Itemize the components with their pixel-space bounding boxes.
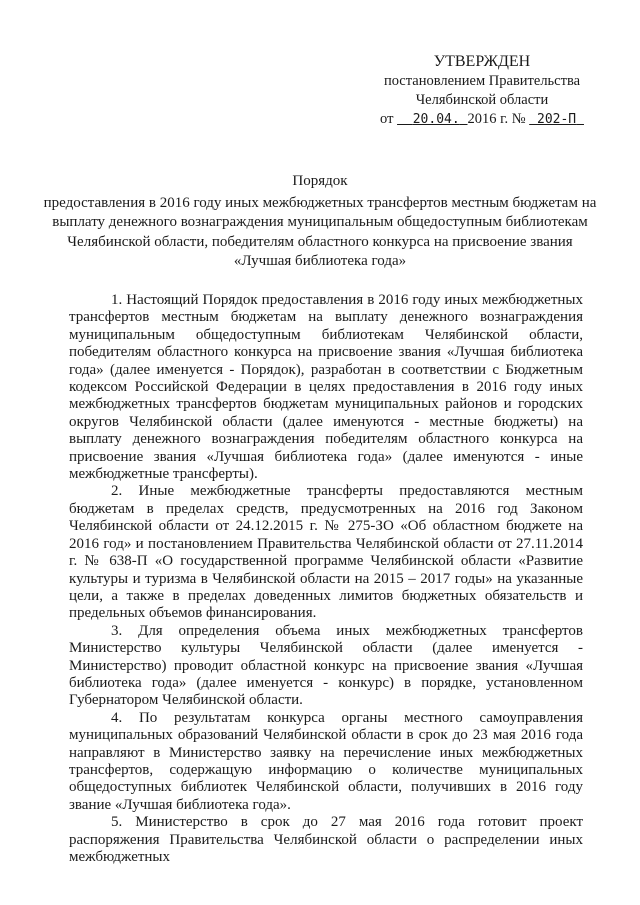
- approval-line-1: постановлением Правительства: [383, 73, 581, 89]
- approval-stamp: [372, 52, 592, 129]
- approval-date-prefix: от: [380, 111, 394, 127]
- approval-line-2: Челябинской области: [415, 92, 549, 108]
- paragraph-1: 1. Настоящий Порядок предоставления в 2016 году иных межбюджетных трансфертов местным бюджетам на выплату денежного вознаграждения муниципальным общедоступным библиотекам Челябинской области, победителям областного конкурса на присвоение звания «Лучшая библиотека года» (далее именуется - Порядок), разработан в соответствии с Бюджетным кодексом Российской Федерации в целях предоставления в 2016 году иных межбюджетных трансфертов бюджетам муниципальных районов и городских округов Челябинской области (далее именуются - местные бюджеты) на выплату денежного вознаграждения победителям областного конкурса на присвоение звания «Лучшая библиотека года» (далее именуются - иные межбюджетные трансферты).: [69, 292, 583, 483]
- approval-date-year: 2016 г. №: [467, 111, 526, 127]
- document-body: [69, 292, 583, 866]
- paragraph-3: 3. Для определения объема иных межбюджетных трансфертов Министерство культуры Челябинской области (далее именуется - Министерство) проводит областной конкурс на присвоение звания «Лучшая библиотека года» (далее именуется - конкурс) в порядке, установленном Губернатором Челябинской области.: [69, 622, 583, 709]
- approval-date-line: [372, 110, 592, 129]
- approval-number-value: 202-П: [537, 112, 577, 127]
- paragraph-2: 2. Иные межбюджетные трансферты предоставляются местным бюджетам в пределах средств, предусмотренных на 2016 год Законом Челябинской области от 24.12.2015 г. № 275-ЗО «Об областном бюджете на 2016 год» и постановлением Правительства Челябинской области от 27.11.2014 г. № 638-П «О государственной программе Челябинской области «Развитие культуры и туризма в Челябинской области на 2015 – 2017 годы» на указанные цели, а также в пределах доведенных лимитов бюджетных обязательств и предельных объемов финансирования.: [69, 483, 583, 622]
- approval-title: УТВЕРЖДЕН: [433, 53, 531, 70]
- document-title: Порядок: [292, 173, 348, 189]
- paragraph-5: 5. Министерство в срок до 27 мая 2016 года готовит проект распоряжения Правительства Челябинской области о распределении иных межбюджетных: [69, 814, 583, 865]
- document-heading: [40, 172, 600, 272]
- document-subtitle: предоставления в 2016 году иных межбюджетных трансфертов местным бюджетам на выплату денежного вознаграждения муниципальным общедоступным библиотекам Челябинской области, победителям областного конкурса на присвоение звания «Лучшая библиотека года»: [43, 194, 597, 269]
- paragraph-4: 4. По результатам конкурса органы местного самоуправления муниципальных образований Челябинской области в срок до 23 мая 2016 года направляют в Министерство заявку на перечисление иных межбюджетных трансфертов, содержащую информацию о количестве муниципальных общедоступных библиотек Челябинской области, получивших в 2016 году звание «Лучшая библиотека года».: [69, 709, 583, 813]
- approval-date-value: 20.04.: [412, 112, 460, 127]
